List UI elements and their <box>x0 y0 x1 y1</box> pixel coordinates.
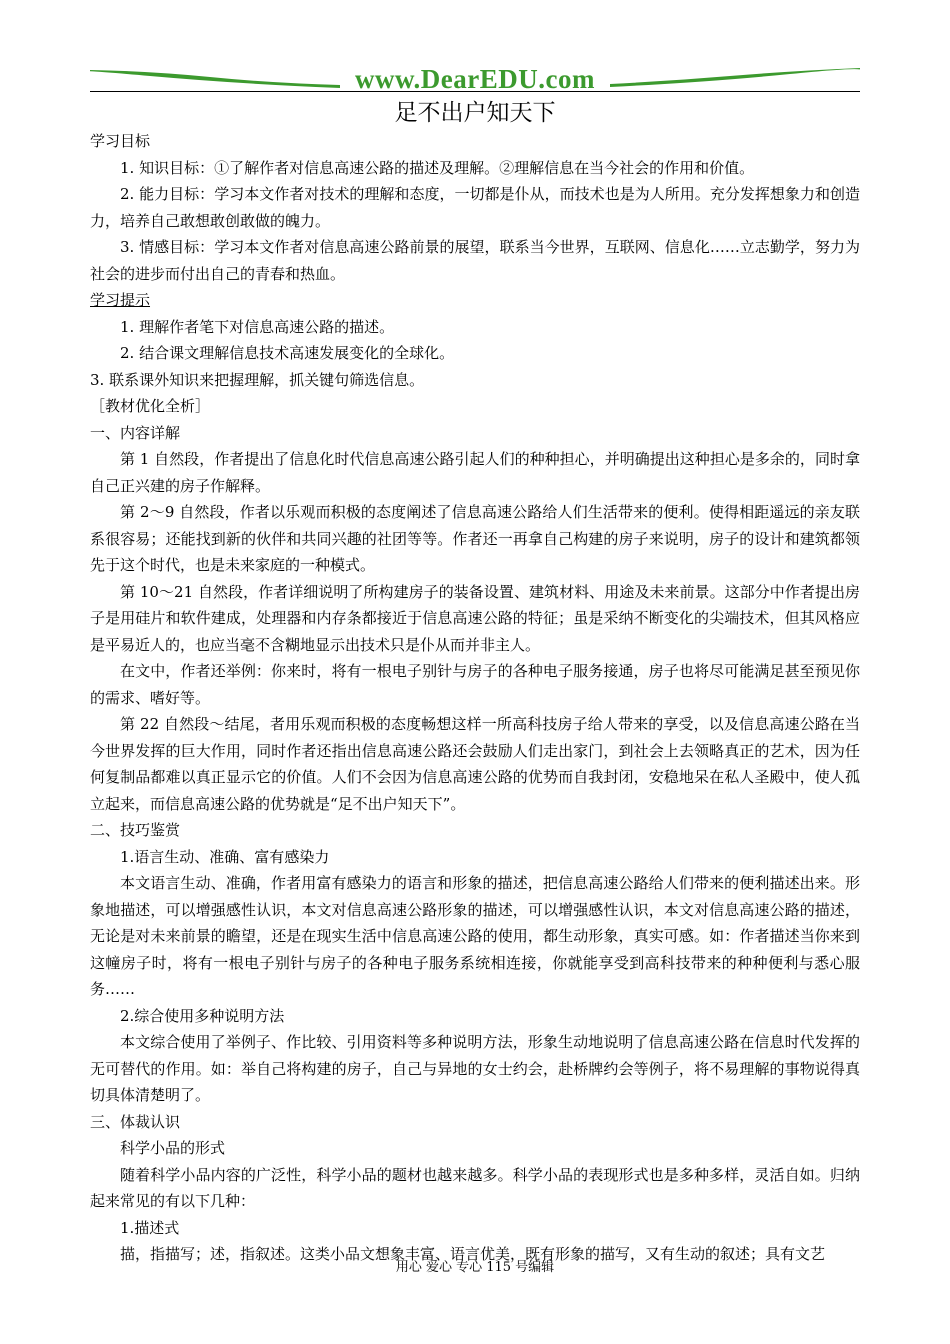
page-title: 足不出户知天下 <box>394 100 556 126</box>
subsection-heading: 1.描述式 <box>120 1218 180 1237</box>
page-footer: 用心 爱心 专心 115 号编辑 <box>395 1260 555 1275</box>
header-divider <box>90 91 860 92</box>
paragraph: 第 2～9 自然段，作者以乐观而积极的态度阐述了信息高速公路给人们生活带来的便利。使得相距遥远的亲友联系很容易；还能找到新的伙伴和共同兴趣的社团等等。作者还一再拿自己构建的房子来说明，房子的设计和建筑都领先于这个时代，也是未来家庭的一种模式。 <box>90 503 860 574</box>
section-heading: 学习提示 <box>90 291 151 309</box>
section-heading: 二、技巧鉴赏 <box>90 821 181 839</box>
paragraph: 本文语言生动、准确，作者用富有感染力的语言和形象的描述，把信息高速公路给人们带来的便利描述出来。形象地描述，可以增强感性认识，本文对信息高速公路形象的描述，可以增强感性认识，本文对信息高速公路的描述，无论是对未来前景的瞻望，还是在现实生活中信息高速公路的使用，都生动形象，真实可感。如：作者描述当你来到这幢房子时，将有一根电子别针与房子的各种电子服务系统相连接，你就能享受到高科技带来的种种便利与悉心服务…… <box>90 874 860 998</box>
paragraph: 描，指描写；述，指叙述。这类小品文想象丰富、语言优美，既有形象的描写，又有生动的叙述；具有文艺 <box>120 1245 826 1263</box>
site-logo[interactable]: www.DearEDU.com <box>355 64 595 94</box>
paragraph: 第 1 自然段，作者提出了信息化时代信息高速公路引起人们的种种担心，并明确提出这种担心是多余的，同时拿自己正兴建的房子作解释。 <box>90 450 860 495</box>
subsection-heading: 1.语言生动、准确、富有感染力 <box>120 847 330 866</box>
paragraph: 第 22 自然段～结尾，者用乐观而积极的态度畅想这样一所高科技房子给人带来的享受，以及信息高速公路在当今世界发挥的巨大作用，同时作者还指出信息高速公路还会鼓励人们走出家门，到社会上去领略真正的艺术，因为任何复制品都难以真正显示它的价值。人们不会因为信息高速公路的优势而自我封闭，安稳地呆在私人圣殿中，使人孤立起来，而信息高速公路的优势就是“足不出户知天下”。 <box>90 715 860 813</box>
paragraph: 3. 联系课外知识来把握理解，抓关键句筛选信息。 <box>90 370 425 389</box>
subsection-heading: 2.综合使用多种说明方法 <box>120 1006 285 1025</box>
paragraph: 2. 能力目标：学习本文作者对技术的理解和态度，一切都是仆从，而技术也是为人所用。充分发挥想象力和创造力，培养自己敢想敢创敢做的魄力。 <box>90 185 860 230</box>
document-body <box>90 128 860 1268</box>
paragraph: 2. 结合课文理解信息技术高速发展变化的全球化。 <box>120 344 455 362</box>
paragraph: 第 10～21 自然段，作者详细说明了所构建房子的装备设置、建筑材料、用途及未来前景。这部分中作者提出房子是用硅片和软件建成，处理器和内存条都接近于信息高速公路的特征；虽是采纳不断变化的尖端技术，但其风格应是平易近人的，也应当毫不含糊地显示出技术只是仆从而并非主人。 <box>90 582 860 654</box>
section-heading: 三、体裁认识 <box>90 1112 181 1131</box>
paragraph: 1. 知识目标：①了解作者对信息高速公路的描述及理解。②理解信息在当今社会的作用和价值。 <box>120 158 755 177</box>
site-header <box>90 60 860 94</box>
section-heading: 一、内容详解 <box>90 423 181 442</box>
subsection-heading: 科学小品的形式 <box>120 1139 226 1157</box>
paragraph: 本文综合使用了举例子、作比较、引用资料等多种说明方法，形象生动地说明了信息高速公路在信息时代发挥的无可替代的作用。如：举自己将构建的房子，自己与异地的女士约会，赴桥牌约会等例子，将不易理解的事物说得真切具体清楚明了。 <box>90 1033 860 1104</box>
paragraph: 在文中，作者还举例：你来时，将有一根电子别针与房子的各种电子服务接通，房子也将尽可能满足甚至预见你的需求、嗜好等。 <box>90 662 860 707</box>
paragraph: 3. 情感目标：学习本文作者对信息高速公路前景的展望，联系当今世界，互联网、信息化……立志勤学，努力为社会的进步而付出自己的青春和热血。 <box>90 238 860 283</box>
paragraph: 1. 理解作者笔下对信息高速公路的描述。 <box>120 317 395 336</box>
paragraph: 随着科学小品内容的广泛性，科学小品的题材也越来越多。科学小品的表现形式也是多种多样，灵活自如。归纳起来常见的有以下几种： <box>90 1165 860 1210</box>
section-heading: 学习目标 <box>90 132 151 150</box>
section-heading: ［教材优化全析］ <box>90 397 211 415</box>
